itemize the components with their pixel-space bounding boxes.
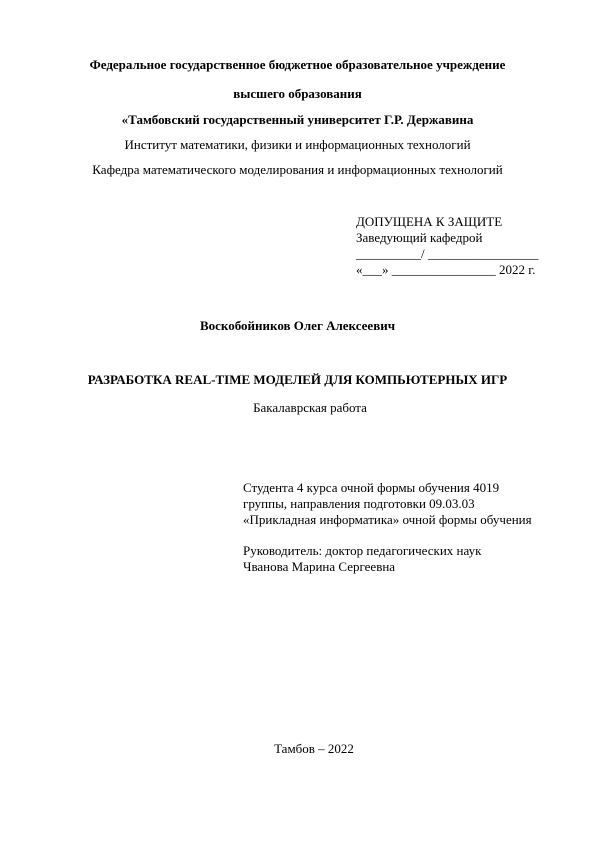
student-block [243,480,532,528]
supervisor-line-1: Руководитель: доктор педагогических наук [243,543,482,558]
footer-city-year: Тамбов – 2022 [274,741,354,756]
student-line-3: «Прикладная информатика» очной формы обучения [243,512,532,527]
approval-head-of-department: Заведующий кафедрой [356,230,483,245]
header-education-line: высшего образования [233,86,362,101]
header-organization-line: Федеральное государственное бюджетное образовательное учреждение [89,57,506,72]
header-institute-line: Институт математики, физики и информационных технологий [124,137,471,152]
student-line-2: группы, направления подготовки 09.03.03 [243,496,475,511]
student-line-1: Студента 4 курса очной формы обучения 4019 [243,480,500,495]
approval-date-line: «___» ________________ 2022 г. [356,262,536,277]
work-type: Бакалаврская работа [253,400,367,415]
supervisor-line-2: Чванова Марина Сергеевна [243,559,396,574]
approval-block [356,214,538,278]
approval-signature-line: __________/ _________________ [356,246,539,261]
thesis-title: РАЗРАБОТКА REAL-TIME МОДЕЛЕЙ ДЛЯ КОМПЬЮТЕРНЫХ ИГР [87,372,508,387]
approval-heading: ДОПУЩЕНА К ЗАЩИТЕ [356,214,503,229]
author-name: Воскобойников Олег Алексеевич [199,318,396,333]
header-department-line: Кафедра математического моделирования и информационных технологий [92,162,503,177]
supervisor-block [243,543,481,575]
header-university-line: «Тамбовский государственный университет Г.Р. Державина [121,112,474,127]
